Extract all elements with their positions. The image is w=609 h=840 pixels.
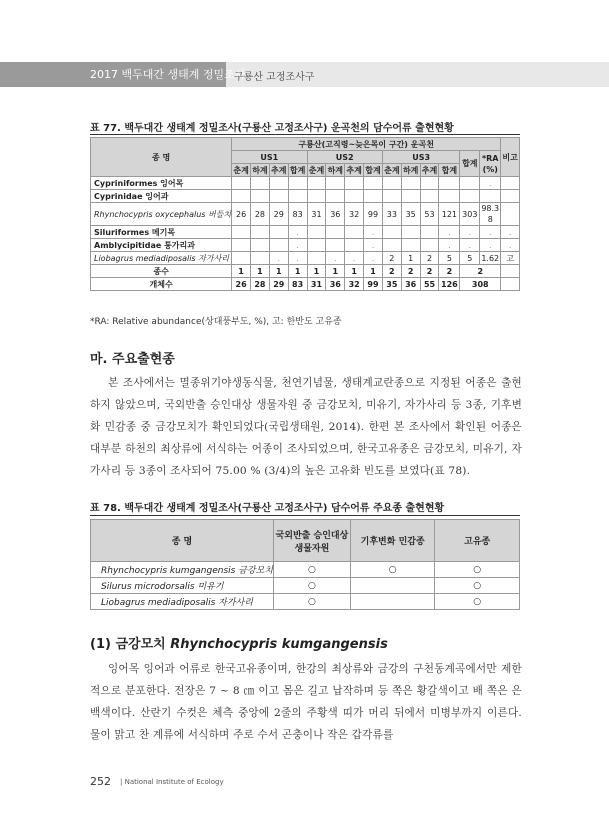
- col-us2: US2: [307, 151, 382, 164]
- mark-cell-export: ○: [273, 562, 350, 578]
- table-cell: [420, 190, 439, 203]
- table-cell: 121: [439, 203, 460, 226]
- col-season: 춘계: [308, 165, 325, 175]
- table-cell: [420, 177, 439, 190]
- table-row: [91, 578, 520, 594]
- table-cell: [326, 190, 345, 203]
- table-cell: [480, 190, 501, 203]
- table-cell: .: [364, 239, 383, 252]
- table-cell: [288, 177, 307, 190]
- col-ra: *RA (%): [480, 151, 501, 177]
- col-season: 하계: [327, 165, 344, 175]
- table-cell: 36: [326, 278, 345, 291]
- table-cell: 2: [420, 252, 439, 265]
- table-cell: [439, 190, 460, 203]
- col-total: 합계: [460, 151, 480, 177]
- table-cell: 35: [401, 203, 420, 226]
- table-cell: [501, 177, 520, 190]
- table77-body: [91, 177, 520, 265]
- table-cell: [326, 177, 345, 190]
- table-cell: [232, 190, 251, 203]
- table78: [90, 519, 520, 610]
- mark-cell-endemic: ○: [435, 594, 520, 610]
- table-cell: 26: [232, 278, 251, 291]
- table-cell: [401, 226, 420, 239]
- table-cell: 고: [501, 252, 520, 265]
- col-season: 합계: [365, 165, 381, 175]
- table-cell: .: [326, 252, 345, 265]
- table-cell: 1: [307, 265, 326, 278]
- col-season: 하계: [402, 165, 419, 175]
- table-cell: 1.62: [481, 253, 500, 263]
- summary-total: 308: [460, 278, 501, 291]
- table-cell: 83: [288, 203, 307, 226]
- table-cell: 2: [382, 265, 401, 278]
- table-cell: 99: [364, 278, 383, 291]
- footer-institution: | National Institute of Ecology: [120, 778, 224, 786]
- table-cell: 36: [326, 203, 345, 226]
- table-cell: [232, 177, 251, 190]
- table-cell: 5: [460, 252, 480, 265]
- subsection-number: (1) 금강모치: [90, 637, 166, 652]
- col-season: 합계: [289, 165, 306, 175]
- paragraph-species-description: 잉어목 잉어과 어류로 한국고유종이며, 한강의 최상류와 금강의 구천동계곡에서만 제한적으로 분포한다. 전장은 7 ~ 8 ㎝ 이고 몸은 길고 납작하며 등 쪽은 황갈색이고 배 쪽은 은백색이다. 산란기 수컷은 체측 중앙에 2줄의 주황색 띠가 머리 뒤에서 미병부까지 이른다. 물이 맑고 찬 계류에 서식하며 주로 수서 곤충이나 작은 갑각류를: [90, 663, 522, 741]
- table-cell: .: [288, 252, 307, 265]
- table-cell: [460, 190, 480, 203]
- table78-body: [91, 562, 520, 610]
- table-cell: 1: [326, 265, 345, 278]
- table-cell: [501, 265, 520, 278]
- table-cell: [269, 226, 288, 239]
- table78-top-rule: [90, 515, 520, 516]
- col-season: 춘계: [384, 165, 400, 175]
- col-endemic: 고유종: [435, 520, 520, 562]
- table-row: [91, 594, 520, 610]
- species-name: Rhynchocypris kumgangensis 금강모치: [91, 562, 274, 578]
- table-cell: .: [345, 252, 364, 265]
- table-cell: 1: [401, 252, 420, 265]
- table-cell: 98.3 8: [481, 204, 500, 224]
- mark-cell-export: ○: [273, 594, 350, 610]
- mark-cell-endemic: ○: [435, 578, 520, 594]
- table-cell: .: [501, 226, 520, 239]
- table-cell: [251, 252, 270, 265]
- table-cell: [345, 239, 364, 252]
- table-cell: [307, 252, 326, 265]
- table-cell: [232, 239, 251, 252]
- subsection-title: [90, 633, 388, 652]
- col-us3: US3: [382, 151, 459, 164]
- table-cell: 2: [420, 265, 439, 278]
- species-name: Siluriformes 메기목: [91, 226, 232, 239]
- table-cell: [307, 190, 326, 203]
- table-row: [91, 177, 520, 190]
- table-cell: 83: [288, 278, 307, 291]
- table-cell: 53: [420, 203, 439, 226]
- table-cell: [269, 239, 288, 252]
- table-cell: [382, 239, 401, 252]
- table-cell: .: [288, 239, 307, 252]
- table-cell: 35: [382, 278, 401, 291]
- summary-label: 종수: [91, 265, 232, 278]
- table-cell: [326, 239, 345, 252]
- table-cell: [251, 177, 270, 190]
- paragraph-main-species: 본 조사에서는 멸종위기야생동식물, 천연기념물, 생태계교란종으로 지정된 어종은 출현하지 않았으며, 국외반출 승인대상 생물자원 중 금강모치, 미유기, 자가사리 등 3종, 기후변화 민감종 중 금강모치가 확인되었다(국립생태원, 2014). 한편 본 조사에서 확인된 어종은 대부분 하천의 최상류에 서식하는 어종이 조사되었으며, 한국고유종은 금강모치, 미유기, 자가사리 등 3종이 조사되어 75.00 % (3/4)의 높은 고유화 빈도를 보였다(표 78).: [90, 377, 522, 477]
- table-cell: 5: [439, 252, 460, 265]
- table-cell: 29: [269, 203, 288, 226]
- summary-total: 2: [460, 265, 501, 278]
- species-name: Liobagrus mediadiposalis 자가사리: [91, 252, 232, 265]
- mark-cell-climate: [350, 594, 435, 610]
- table-row: [91, 562, 520, 578]
- summary-row: [91, 278, 520, 291]
- col-species: 종 명: [91, 138, 232, 177]
- table-cell: 31: [307, 203, 326, 226]
- table-cell: [382, 190, 401, 203]
- table-cell: .: [460, 239, 480, 252]
- table77: [90, 137, 520, 291]
- table-cell: .: [480, 239, 501, 252]
- table-row: [91, 190, 520, 203]
- table-cell: 1: [232, 265, 251, 278]
- table-cell: [251, 226, 270, 239]
- table-cell: 2: [439, 265, 460, 278]
- table-cell: [401, 239, 420, 252]
- table-cell: [382, 177, 401, 190]
- table-cell: [251, 239, 270, 252]
- table-cell: [401, 190, 420, 203]
- table-cell: [307, 239, 326, 252]
- table-cell: [232, 226, 251, 239]
- table-cell: [439, 177, 460, 190]
- table-cell: 1: [269, 265, 288, 278]
- table77-caption: 표 77. 백두대간 생태계 정밀조사(구룡산 고정조사구) 운곡천의 담수어류 출현현황: [90, 123, 454, 134]
- table-cell: 26: [232, 203, 251, 226]
- table-row: [91, 226, 520, 239]
- col-season: 추계: [346, 165, 362, 175]
- report-title: 2017 백두대간 생태계 정밀조사: [90, 68, 246, 81]
- table-cell: .: [439, 239, 460, 252]
- table-cell: [269, 177, 288, 190]
- table-cell: 36: [401, 278, 420, 291]
- table-cell: .: [269, 252, 288, 265]
- table-cell: 1: [364, 265, 383, 278]
- col-export: 국외반출 승인대상 생물자원: [273, 520, 350, 562]
- col-species: 종 명: [91, 520, 274, 562]
- mark-cell-climate: ○: [350, 562, 435, 578]
- species-name: Rhynchocypris oxycephalus 버들치: [91, 203, 232, 226]
- table-cell: [269, 190, 288, 203]
- mark-cell-endemic: ○: [435, 562, 520, 578]
- table-cell: 33: [382, 203, 401, 226]
- table77-footnote: *RA: Relative abundance(상대풍부도, %), 고: 한반도 고유종: [90, 317, 342, 327]
- table-cell: 32: [345, 278, 364, 291]
- table-cell: [501, 190, 520, 203]
- table-cell: [345, 190, 364, 203]
- summary-row: [91, 265, 520, 278]
- table-cell: .: [364, 252, 383, 265]
- table-cell: [501, 203, 520, 226]
- col-season: 추계: [421, 165, 438, 175]
- species-name: Liobagrus mediadiposalis 자가사리: [91, 594, 274, 610]
- table-row: [91, 252, 520, 265]
- subsection-scientific-name: Rhynchocypris kumgangensis: [170, 637, 388, 652]
- table-cell: 1: [288, 265, 307, 278]
- table-row: [91, 239, 520, 252]
- species-name: Cyprinidae 잉어과: [91, 190, 232, 203]
- page-number: 252: [90, 775, 111, 788]
- col-season: 합계: [439, 164, 460, 177]
- species-name: Cypriniformes 잉어목: [91, 177, 232, 190]
- mark-cell-export: ○: [273, 578, 350, 594]
- table-cell: [501, 278, 520, 291]
- table-cell: [420, 239, 439, 252]
- col-season: 추계: [271, 165, 287, 175]
- table-cell: [307, 177, 326, 190]
- mark-cell-climate: [350, 578, 435, 594]
- col-climate: 기후변화 민감종: [350, 520, 435, 562]
- table-cell: [460, 177, 480, 190]
- table-cell: [288, 190, 307, 203]
- table-cell: [251, 190, 270, 203]
- table-cell: [345, 177, 364, 190]
- col-region: 구룡산(고직령~늦은목이 구간) 운곡천: [232, 138, 501, 151]
- table-cell: .: [480, 177, 501, 190]
- table-cell: [345, 226, 364, 239]
- col-note: 비고: [501, 138, 520, 177]
- table-cell: 32: [345, 203, 364, 226]
- table-cell: 28: [251, 278, 270, 291]
- col-season: 춘계: [233, 165, 249, 175]
- table-cell: [420, 226, 439, 239]
- table-cell: .: [501, 239, 520, 252]
- species-name: Amblycipitidae 퉁가리과: [91, 239, 232, 252]
- table77-summary: [91, 265, 520, 291]
- table-cell: 28: [251, 203, 270, 226]
- table-cell: [364, 190, 383, 203]
- table-cell: 55: [420, 278, 439, 291]
- summary-label: 개체수: [91, 278, 232, 291]
- species-name: Silurus microdorsalis 미유기: [91, 578, 274, 594]
- table-cell: [382, 226, 401, 239]
- table-cell: 303: [460, 203, 480, 226]
- table-cell: 1: [251, 265, 270, 278]
- section-title: 마. 주요출현종: [90, 352, 175, 367]
- table77-top-rule: [90, 134, 520, 135]
- table-cell: .: [439, 226, 460, 239]
- table-cell: .: [460, 226, 480, 239]
- table78-caption: 표 78. 백두대간 생태계 정밀조사(구룡산 고정조사구) 담수어류 주요종 출현현황: [90, 503, 445, 514]
- table-cell: [364, 177, 383, 190]
- table-cell: 31: [307, 278, 326, 291]
- table-row: [91, 203, 520, 226]
- table-cell: [401, 177, 420, 190]
- table-cell: 2: [401, 265, 420, 278]
- col-season: 하계: [252, 165, 268, 175]
- col-us1: US1: [232, 151, 307, 164]
- table-cell: [232, 252, 251, 265]
- table-cell: [307, 226, 326, 239]
- table-cell: [326, 226, 345, 239]
- table-cell: 29: [269, 278, 288, 291]
- table-cell: .: [480, 226, 501, 239]
- table-cell: 126: [439, 278, 460, 291]
- table-cell: .: [288, 226, 307, 239]
- section-header: 구룡산 고정조사구: [234, 72, 315, 83]
- table-cell: .: [364, 226, 383, 239]
- table-cell: 99: [364, 203, 383, 226]
- table-cell: 2: [382, 252, 401, 265]
- table-cell: 1: [345, 265, 364, 278]
